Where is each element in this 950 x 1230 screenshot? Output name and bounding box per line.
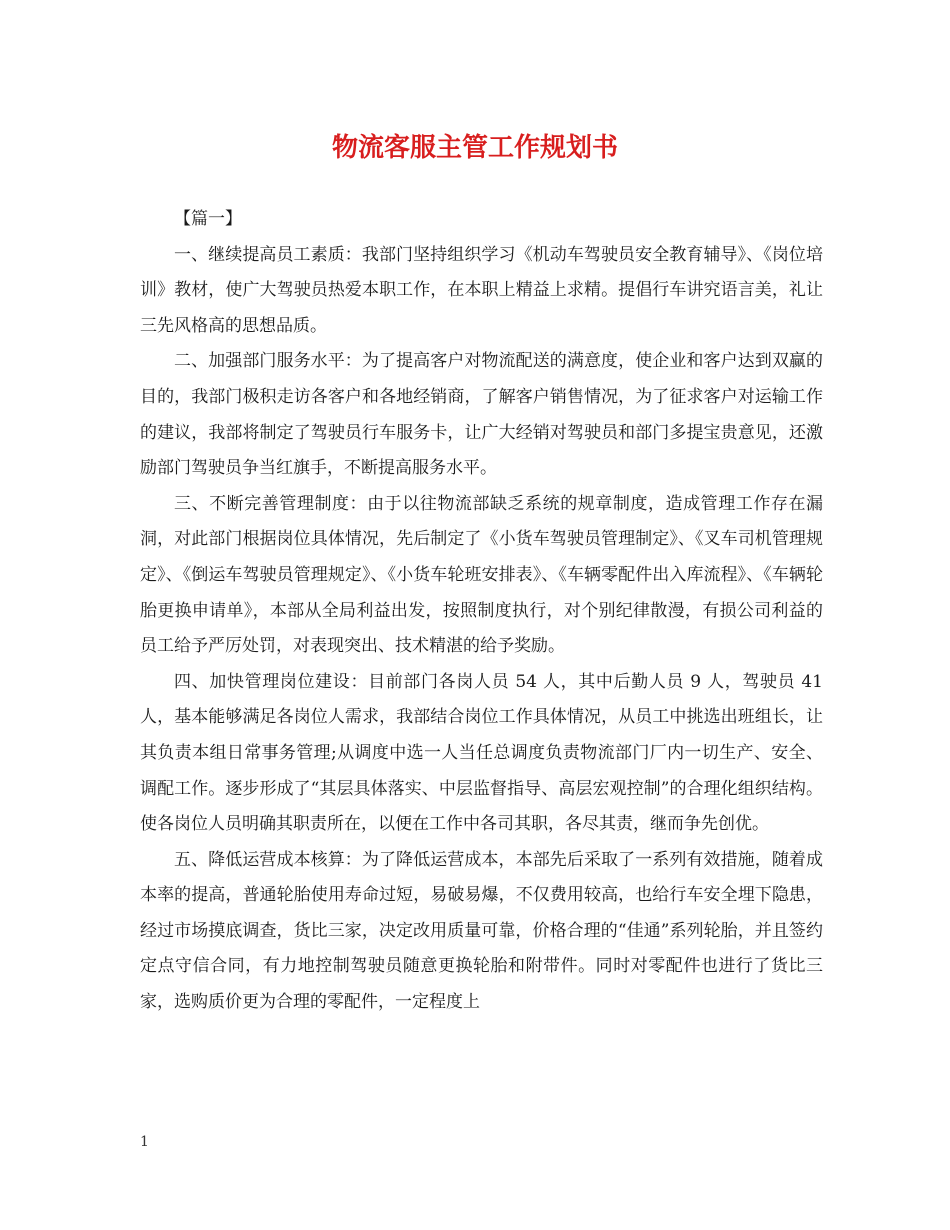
document-body <box>140 202 823 1021</box>
paragraph-3: 三、不断完善管理制度：由于以往物流部缺乏系统的规章制度，造成管理工作存在漏洞，对此部门根据岗位具体情况，先后制定了《小货车驾驶员管理制定》、《叉车司机管理规定》、《倒运车驾驶员管理规定》、《小货车轮班安排表》、《车辆零配件出入库流程》、《车辆轮胎更换申请单》，本部从全局利益出发，按照制度执行，对个别纪律散漫，有损公司利益的员工给予严厉处罚，对表现突出、技术精湛的给予奖励。 <box>140 493 823 657</box>
section-label: 【篇一】 <box>174 209 242 229</box>
paragraph-2: 二、加强部门服务水平：为了提高客户对物流配送的满意度，使企业和客户达到双赢的目的，我部门极积走访各客户和各地经销商，了解客户销售情况，为了征求客户对运输工作的建议，我部将制定了驾驶员行车服务卡，让广大经销对驾驶员和部门多提宝贵意见，还激励部门驾驶员争当红旗手，不断提高服务水平。 <box>140 351 823 479</box>
paragraph-4: 四、加快管理岗位建设：目前部门各岗人员 54 人，其中后勤人员 9 人，驾驶员 41 人，基本能够满足各岗位人需求，我部结合岗位工作具体情况，从员工中挑选出班组长，让其负责本组日常事务管理;从调度中选一人当任总调度负责物流部门厂内一切生产、安全、调配工作。逐步形成了“其层具体落实、中层监督指导、高层宏观控制”的合理化组织结构。使各岗位人员明确其职责所在，以便在工作中各司其职，各尽其责，继而争先创优。 <box>140 671 823 835</box>
paragraph-5: 五、降低运营成本核算：为了降低运营成本，本部先后采取了一系列有效措施，随着成本率的提高，普通轮胎使用寿命过短，易破易爆，不仅费用较高，也给行车安全埋下隐患，经过市场摸底调查，货比三家，决定改用质量可靠，价格合理的“佳通”系列轮胎，并且签约定点守信合同，有力地控制驾驶员随意更换轮胎和附带件。同时对零配件也进行了货比三家，选购质价更为合理的零配件，一定程度上 <box>140 849 823 1013</box>
document-title: 物流客服主管工作规划书 <box>331 133 618 163</box>
paragraph-1: 一、继续提高员工素质：我部门坚持组织学习《机动车驾驶员安全教育辅导》、《岗位培训》教材，使广大驾驶员热爱本职工作，在本职上精益上求精。提倡行车讲究语言美，礼让三先风格高的思想品质。 <box>140 244 823 336</box>
page-number: 1 <box>140 1134 149 1150</box>
